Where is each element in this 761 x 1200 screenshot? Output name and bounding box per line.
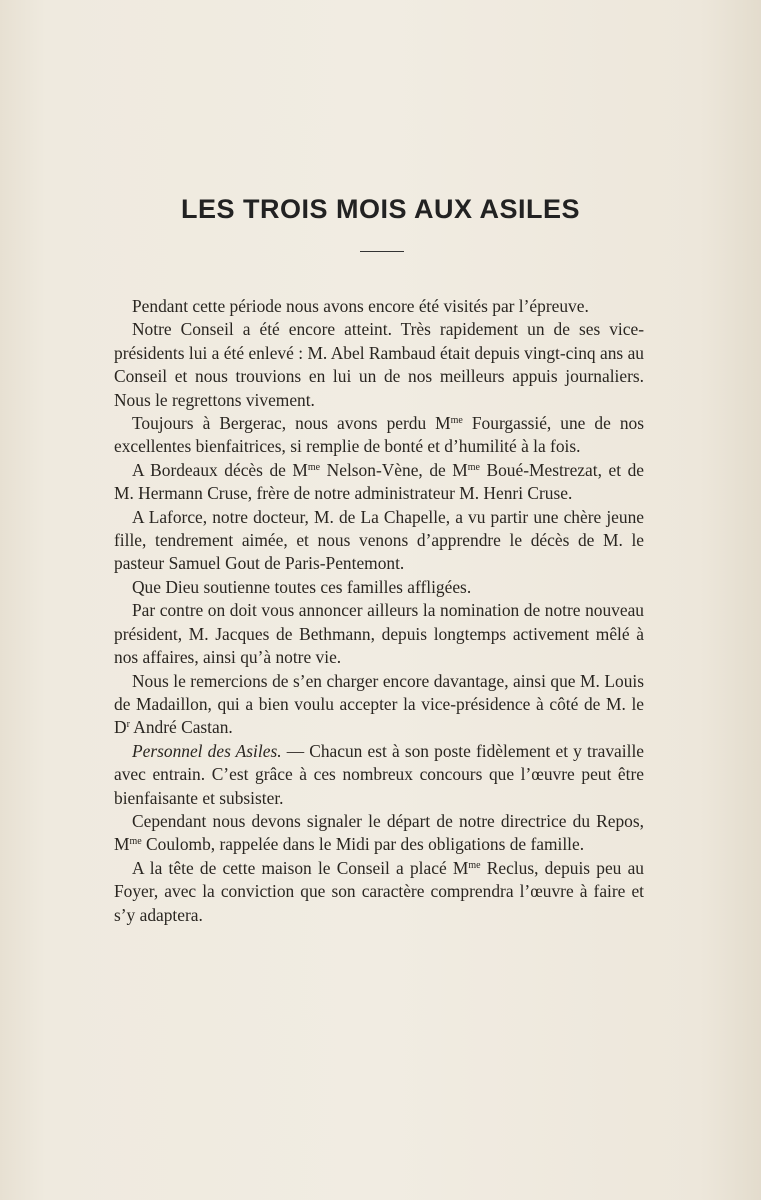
paragraph-10: Cependant nous devons signaler le départ de notre directrice du Repos, $M^{me}$ Coulomb, rappelée dans le Midi par des obligations de famille.	[114, 810, 644, 855]
paragraph-6: Que Dieu soutienne toutes ces familles affligées.	[132, 576, 472, 597]
paragraph-5: A Laforce, notre docteur, M. de La Chapelle, a vu partir une chère jeune fille, tendrement aimée, et nous venons d’apprendre le décès de M. le pasteur Samuel Gout de Paris-Pentemont.	[114, 506, 644, 574]
paragraph-8: Nous le remercions de s’en charger encore davantage, ainsi que M. Louis de Madaillon, qui a bien voulu accepter la vice-présidence à côté de M. le $D^r$ André Castan.	[114, 670, 644, 738]
paragraph-7: Par contre on doit vous annoncer ailleurs la nomination de notre nouveau président, M. Jacques de Bethmann, depuis longtemps activement mêlé à nos affaires, ainsi qu’à notre vie.	[114, 600, 644, 668]
article-body	[114, 295, 644, 927]
paragraph-11: A la tête de cette maison le Conseil a placé $M^{me}$ Reclus, depuis peu au Foyer, avec la conviction que son caractère comprendra l’œuvre à faire et s’y adaptera.	[114, 857, 644, 925]
paragraph-2: Notre Conseil a été encore atteint. Très rapidement un de ses vice-présidents lui a été enlevé : M. Abel Rambaud était depuis vingt-cinq ans au Conseil et nous trouvions en lui un de nos meilleurs appuis journaliers. Nous le regrettons vivement.	[114, 319, 644, 410]
section-label: Personnel des Asiles.	[132, 740, 282, 761]
paragraph-1: Pendant cette période nous avons encore été visités par l’épreuve.	[132, 296, 589, 316]
paragraph-3: Toujours à Bergerac, nous avons perdu $M^{me}$ Fourgassié, une de nos excellentes bienfaitrices, si remplie de bonté et d’humilité à la fois.	[114, 413, 644, 457]
paragraph-4: A Bordeaux décès de $M^{me}$ Nelson-Vène, de $M^{me}$ Boué-Mestrezat, et de M. Hermann Cruse, frère de notre administrateur M. Henri Cruse.	[114, 459, 644, 504]
paragraph-9: Personnel des Asiles. — Chacun est à son poste fidèlement et y travaille avec entrain. C’est grâce à ces nombreux concours que l’œuvre peut être bienfaisante et subsister.	[114, 740, 644, 808]
page-title: LES TROIS MOIS AUX ASILES	[180, 194, 581, 224]
title-divider	[360, 251, 404, 252]
